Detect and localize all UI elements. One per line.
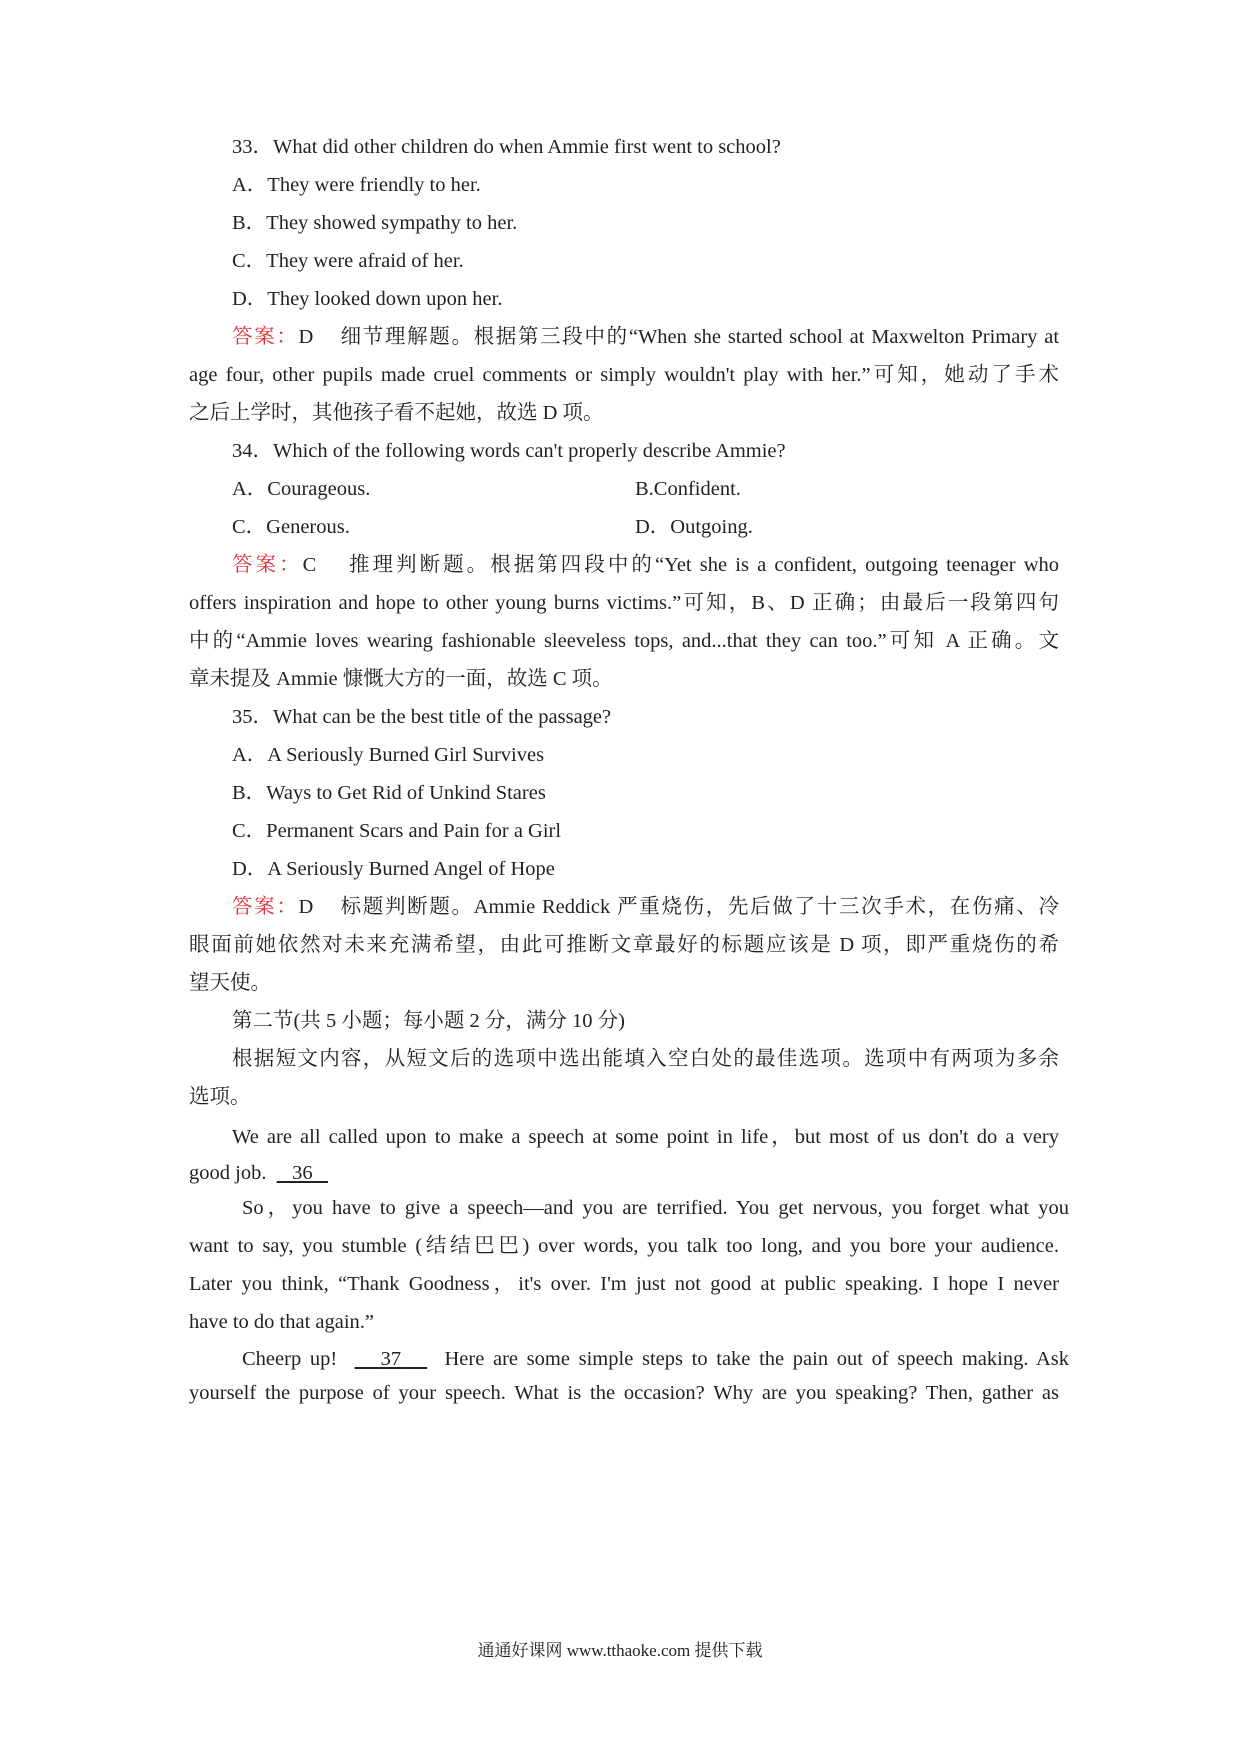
explanation-line: 中的“Ammie loves wearing fashionable sleeveless tops, and...that they can too.”可知 A 正确。文 xyxy=(189,630,1059,652)
question-35: 35．What can be the best title of the passage? xyxy=(232,706,612,728)
question-33: 33．What did other children do when Ammie first went to school? xyxy=(232,136,781,158)
passage-text: Cheerp up! xyxy=(242,1348,338,1370)
answer-label: 答案： xyxy=(232,896,299,918)
q35-option-a: A．A Seriously Burned Girl Survives xyxy=(232,744,545,766)
q34-option-b: B.Confident. xyxy=(635,478,741,500)
explanation-line: 推理判断题。根据第四段中的“Yet she is a confident, outgoing teenager who xyxy=(348,554,1060,576)
q33-option-d: D．They looked down upon her. xyxy=(232,288,503,310)
explanation-line: offers inspiration and hope to other young burns victims.”可知，B、D 正确；由最后一段第四句 xyxy=(189,592,1059,614)
question-34: 34．Which of the following words can't properly describe Ammie? xyxy=(232,440,786,462)
answer-label: 答案： xyxy=(232,326,299,348)
explanation-line: 眼面前她依然对未来充满希望，由此可推断文章最好的标题应该是 D 项，即严重烧伤的希 xyxy=(189,934,1059,956)
section-instruction: 根据短文内容，从短文后的选项中选出能填入空白处的最佳选项。选项中有两项为多余 xyxy=(232,1048,1059,1070)
passage-line xyxy=(189,1159,328,1187)
q35-option-d: D．A Seriously Burned Angel of Hope xyxy=(232,858,555,880)
passage-line: Later you think, “Thank Goodness，it's over. I'm just not good at public speaking. I hope I never xyxy=(189,1273,1059,1295)
passage-line: yourself the purpose of your speech. What is the occasion? Why are you speaking? Then, gather as xyxy=(189,1382,1059,1404)
q35-answer xyxy=(232,893,1059,921)
page-footer: 通通好课网 www.tthaoke.com 提供下载 xyxy=(477,1641,763,1660)
answer-letter: C xyxy=(302,554,317,576)
q34-answer xyxy=(232,551,1059,579)
explanation-line: 之后上学时，其他孩子看不起她，故选 D 项。 xyxy=(189,402,604,424)
q35-option-b: B．Ways to Get Rid of Unkind Stares xyxy=(232,782,546,804)
q34-option-d: D．Outgoing. xyxy=(635,516,753,538)
explanation-line: 细节理解题。根据第三段中的“When she started school at Maxwelton Primary at xyxy=(340,326,1060,348)
answer-letter: D xyxy=(298,326,314,348)
answer-label: 答案： xyxy=(232,554,303,576)
passage-line: So，you have to give a speech—and you are terrified. You get nervous, you forget what you xyxy=(242,1197,1069,1219)
blank-number: 37 xyxy=(380,1348,402,1370)
blank-36 xyxy=(277,1162,328,1184)
q34-option-a: A．Courageous. xyxy=(232,478,371,500)
q35-option-c: C．Permanent Scars and Pain for a Girl xyxy=(232,820,562,842)
explanation-line: 章未提及 Ammie 慷慨大方的一面，故选 C 项。 xyxy=(189,668,613,690)
section-heading: 第二节(共 5 小题；每小题 2 分，满分 10 分) xyxy=(232,1010,625,1032)
blank-number: 36 xyxy=(292,1162,313,1184)
q33-answer xyxy=(232,323,1059,351)
passage-line: want to say, you stumble (结结巴巴) over words, you talk too long, and you bore your audience. xyxy=(189,1235,1059,1257)
passage-line: We are all called upon to make a speech at some point in life，but most of us don't do a very xyxy=(232,1126,1059,1148)
passage-line xyxy=(242,1345,1069,1373)
blank-37 xyxy=(355,1348,428,1370)
q34-option-c: C．Generous. xyxy=(232,516,350,538)
explanation-line: 标题判断题。Ammie Reddick 严重烧伤，先后做了十三次手术，在伤痛、冷 xyxy=(340,896,1060,918)
q33-option-b: B．They showed sympathy to her. xyxy=(232,212,518,234)
passage-line: have to do that again.” xyxy=(189,1311,375,1333)
explanation-line: age four, other pupils made cruel comments or simply wouldn't play with her.”可知，她动了手术 xyxy=(189,364,1059,386)
explanation-line: 望天使。 xyxy=(189,972,271,994)
q33-option-c: C．They were afraid of her. xyxy=(232,250,464,272)
passage-text: good job. xyxy=(189,1162,267,1184)
passage-text: Here are some simple steps to take the pain out of speech making. Ask xyxy=(444,1348,1070,1370)
answer-letter: D xyxy=(298,896,314,918)
section-instruction: 选项。 xyxy=(189,1086,251,1108)
q33-option-a: A．They were friendly to her. xyxy=(232,174,481,196)
